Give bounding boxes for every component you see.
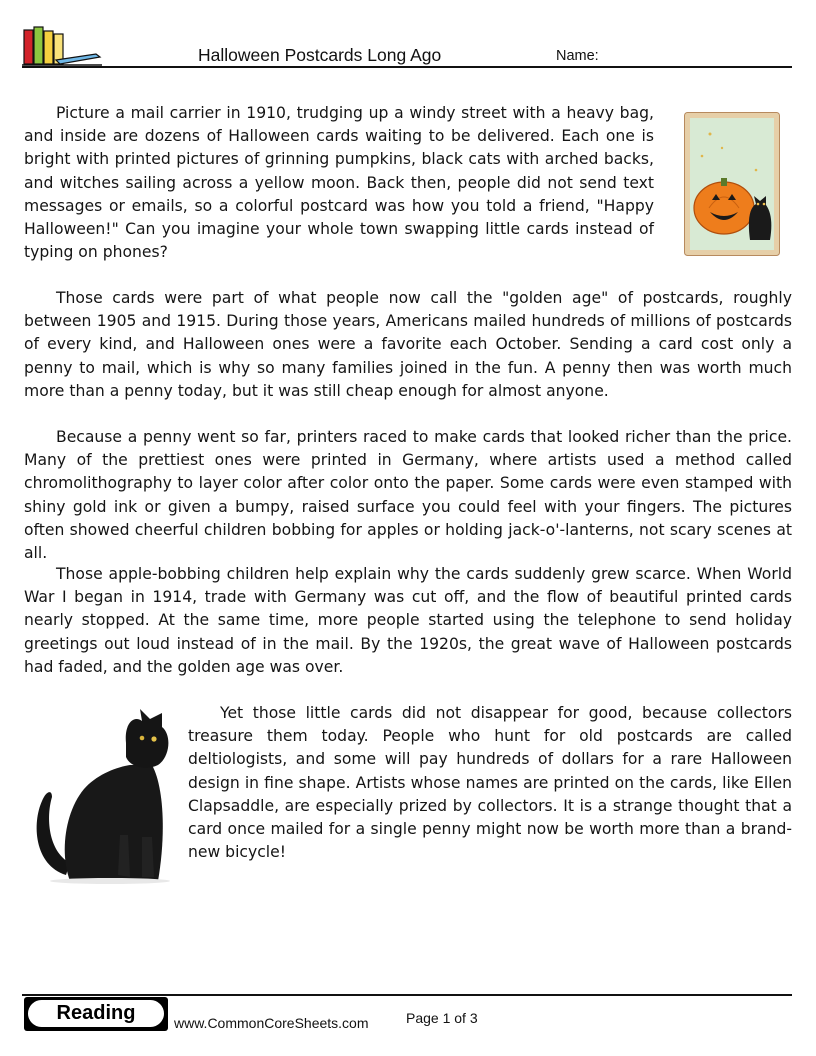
reading-badge-label: Reading [28,1000,164,1027]
paragraph-3: Because a penny went so far, printers raced to make cards that looked richer than the price. Many of the prettiest ones were printed in Germany, where artists used a method called chromolithography to layer color after color onto the paper. Some cards were even stamped with shiny gold ink or given a bumpy, raised surface you could feel with your fingers. The pictures often showed cheerful children bobbing for apples or holding jack-o'-lanterns, not scary scenes at all. [24,428,792,563]
paragraph-1: Picture a mail carrier in 1910, trudging up a windy street with a heavy bag, and inside are dozens of Halloween cards waiting to be delivered. Each one is bright with printed pictures of grinning pumpkins, black cats with arched backs, and witches sailing across a yellow moon. Back then, people did not send text messages or emails, so a colorful postcard was how you told a friend, "Happy Halloween!" Can you imagine your whole town swapping little cards instead of typing on phones? [24,104,654,262]
halloween-postcard-image [684,112,780,256]
paragraph-5: Yet those little cards did not disappear for good, because collectors treasure them today. People who hunt for old postcards are called deltiologists, and some will pay hundreds of dollars for a rare Halloween design in fine shape. Artists whose names are printed on the cards, like Ellen Clapsaddle, are especially prized by collectors. It is a strange thought that a card once mailed for a single penny might now be worth more than a brand-new bicycle! [188,704,792,862]
books-logo-icon [22,24,102,66]
header-divider [22,66,792,68]
page-number: Page 1 of 3 [406,1010,478,1026]
name-label: Name: [556,48,599,64]
page-title: Halloween Postcards Long Ago [198,45,442,65]
paragraph-4: Those apple-bobbing children help explain why the cards suddenly grew scarce. When World War I began in 1914, trade with Germany was cut off, and the flow of beautiful printed cards nearly stopped. At the same time, more people started using the telephone to send holiday greetings out loud instead of in the mail. By the 1920s, the great wave of Halloween postcards had faded, and the golden age was over. [24,565,792,676]
site-url: www.CommonCoreSheets.com [174,1015,369,1031]
footer-divider [22,994,792,996]
paragraph-2: Those cards were part of what people now call the "golden age" of postcards, roughly between 1905 and 1915. During those years, Americans mailed hundreds of millions of postcards of every kind, and Halloween ones were a favorite each October. Sending a card cost only a penny to mail, which is why so many families joined in the fun. A penny then was worth much more than a penny today, but it was still cheap enough for almost anyone. [24,289,792,400]
reading-badge [24,997,168,1031]
black-cat-image [30,705,178,885]
